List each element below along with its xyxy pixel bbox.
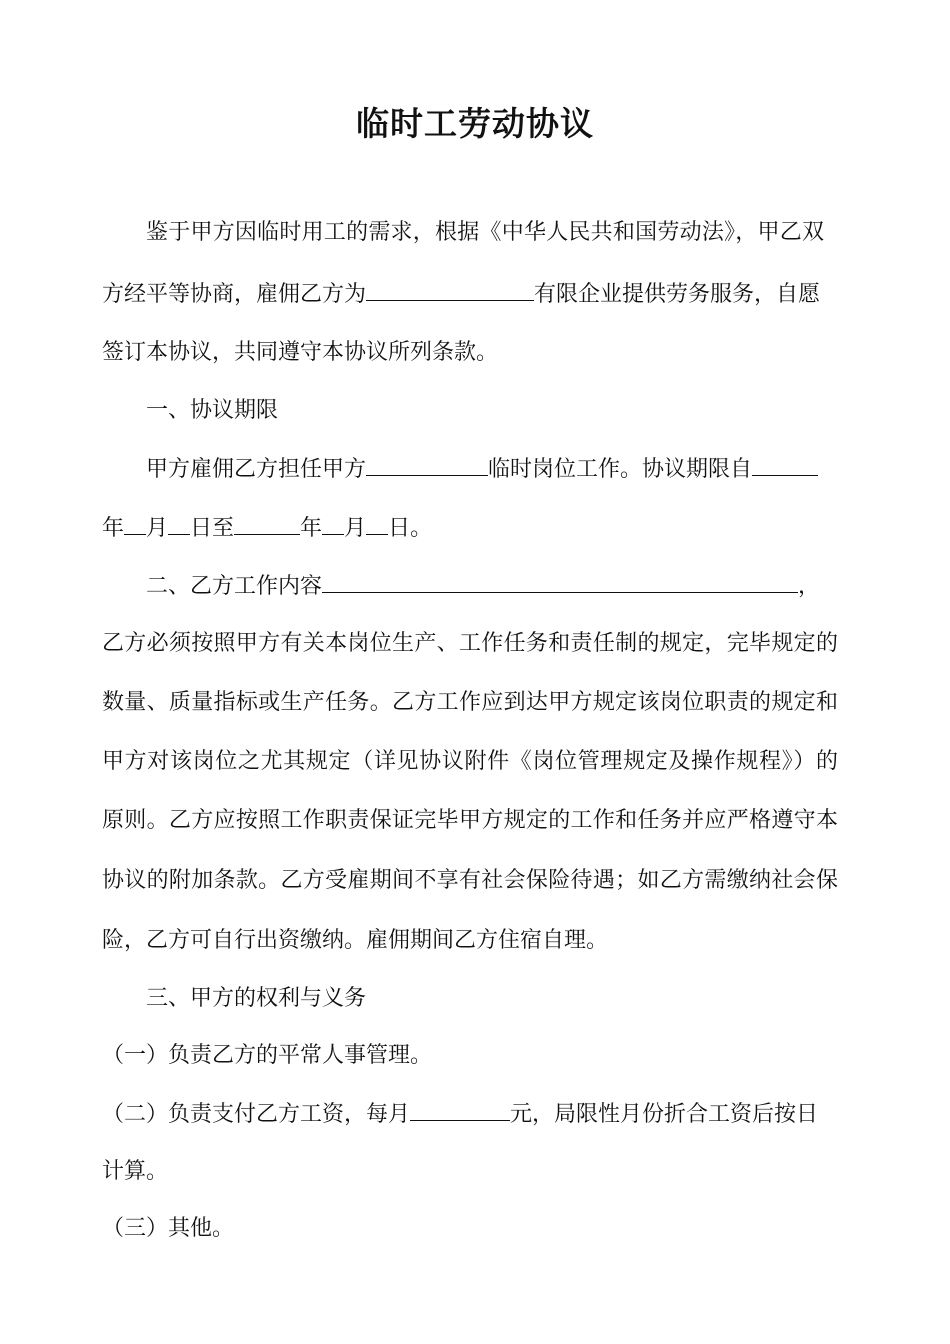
section-1-line-1-start: 甲方雇佣乙方担任甲方 bbox=[146, 457, 367, 482]
end-day-blank bbox=[366, 512, 388, 535]
start-month-blank bbox=[124, 512, 146, 535]
section-2-line-2: 数量、质量指标或生产任务。乙方工作应到达甲方规定该岗位职责的规定和 bbox=[102, 690, 838, 715]
section-2-comma: ， bbox=[798, 574, 821, 599]
end-month-blank bbox=[322, 512, 344, 535]
section-3-heading: 三、甲方的权利与义务 bbox=[146, 986, 367, 1011]
intro-line-2-end: 有限企业提供劳务服务，自愿 bbox=[534, 282, 821, 307]
intro-line-2-start: 方经平等协商，雇佣乙方为 bbox=[102, 282, 367, 307]
start-day-blank bbox=[168, 512, 190, 535]
monthly-wage-blank bbox=[410, 1098, 510, 1121]
intro-line-1: 鉴于甲方因临时用工的需求，根据《中华人民共和国劳动法》，甲乙双 bbox=[146, 220, 824, 245]
section-2-line-3: 甲方对该岗位之尤其规定（详见协议附件《岗位管理规定及操作规程》）的 bbox=[102, 749, 838, 774]
section-1-heading: 一、协议期限 bbox=[146, 398, 279, 423]
intro-line-2 bbox=[102, 278, 820, 310]
section-2-line-1: 乙方必须按照甲方有关本岗位生产、工作任务和责任制的规定，完毕规定的 bbox=[102, 631, 838, 656]
section-3-item-2-end: 元，局限性月份折合工资后按日 bbox=[510, 1102, 819, 1127]
section-1-line-1 bbox=[146, 453, 818, 485]
section-3-item-2 bbox=[102, 1098, 818, 1130]
section-2-line-6: 险，乙方可自行出资缴纳。雇佣期间乙方住宿自理。 bbox=[102, 928, 609, 953]
company-name-blank bbox=[366, 278, 534, 301]
position-blank bbox=[366, 453, 488, 476]
section-3-item-3: （三）其他。 bbox=[102, 1216, 235, 1241]
section-3-item-2-start: （二）负责支付乙方工资，每月 bbox=[102, 1102, 411, 1127]
year-label: 年 bbox=[102, 516, 125, 541]
year2-label: 年 bbox=[300, 516, 323, 541]
section-1-line-1-mid: 临时岗位工作。协议期限自 bbox=[488, 457, 753, 482]
day-to-label: 日至 bbox=[190, 516, 235, 541]
day-end-label: 日。 bbox=[388, 516, 433, 541]
section-2-line-5: 协议的附加条款。乙方受雇期间不享有社会保险待遇；如乙方需缴纳社会保 bbox=[102, 868, 838, 893]
start-year-blank bbox=[752, 453, 818, 476]
work-content-blank bbox=[322, 570, 798, 593]
section-1-line-2 bbox=[102, 512, 432, 544]
month2-label: 月 bbox=[344, 516, 367, 541]
document-title: 临时工劳动协议 bbox=[356, 104, 594, 143]
end-year-blank bbox=[234, 512, 300, 535]
section-2-line-4: 原则。乙方应按照工作职责保证完毕甲方规定的工作和任务并应严格遵守本 bbox=[102, 808, 838, 833]
section-2-heading-line bbox=[146, 570, 820, 602]
section-3-item-2-cont: 计算。 bbox=[102, 1159, 169, 1184]
section-2-heading: 二、乙方工作内容 bbox=[146, 574, 323, 599]
month-label: 月 bbox=[146, 516, 169, 541]
intro-line-3: 签订本协议，共同遵守本协议所列条款。 bbox=[102, 340, 499, 365]
section-3-item-1: （一）负责乙方的平常人事管理。 bbox=[102, 1043, 433, 1068]
